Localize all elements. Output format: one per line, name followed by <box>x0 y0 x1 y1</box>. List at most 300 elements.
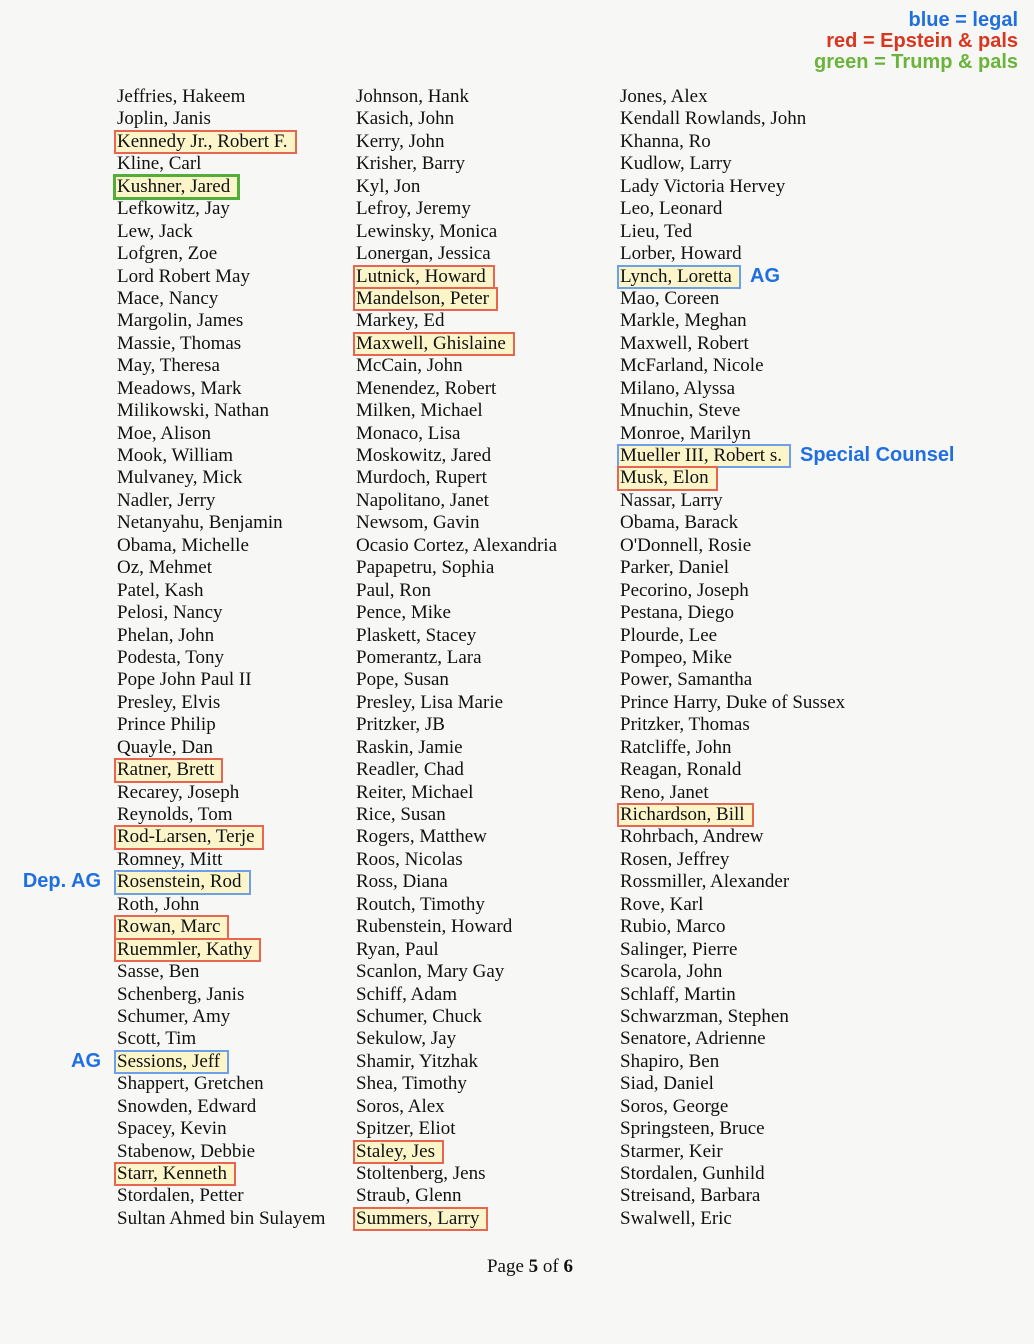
name-entry <box>618 198 847 220</box>
name-entry <box>618 535 847 557</box>
name-entry <box>618 804 847 826</box>
name-text: Rohrbach, Andrew <box>620 826 764 848</box>
name-text: Kennedy Jr., Robert F. <box>115 131 296 153</box>
name-text: Patel, Kash <box>117 579 204 601</box>
name-text: Spacey, Kevin <box>117 1118 227 1140</box>
name-entry <box>354 355 559 377</box>
name-entry <box>115 939 327 961</box>
name-text: Milikowski, Nathan <box>117 400 269 422</box>
name-entry <box>354 804 559 826</box>
name-entry <box>354 153 559 175</box>
name-text: Kasich, John <box>356 108 455 130</box>
name-entry <box>115 849 327 871</box>
name-text: Salinger, Pierre <box>620 938 738 960</box>
name-entry <box>115 467 327 489</box>
name-entry <box>71 1049 327 1073</box>
name-text: Margolin, James <box>117 310 244 332</box>
name-entry <box>354 871 559 893</box>
name-text: Romney, Mitt <box>117 848 223 870</box>
name-entry <box>115 714 327 736</box>
name-text: Shapiro, Ben <box>620 1050 720 1072</box>
name-entry <box>354 984 559 1006</box>
name-column-1 <box>22 86 327 1230</box>
name-text: Ruemmler, Kathy <box>115 939 260 961</box>
name-entry <box>354 86 559 108</box>
name-entry <box>115 288 327 310</box>
name-entry <box>618 625 847 647</box>
name-entry <box>618 692 847 714</box>
name-text: Kendall Rowlands, John <box>620 108 807 130</box>
name-text: Lefroy, Jeremy <box>356 198 471 220</box>
name-entry <box>354 961 559 983</box>
name-entry <box>618 86 847 108</box>
name-text: Khanna, Ro <box>620 130 711 152</box>
name-text: Obama, Barack <box>620 512 739 534</box>
name-text: Rice, Susan <box>356 804 446 825</box>
name-text: Recarey, Joseph <box>117 781 240 803</box>
name-entry <box>354 1141 559 1163</box>
name-text: Plourde, Lee <box>620 624 718 646</box>
name-entry <box>115 557 327 579</box>
name-text: Rowan, Marc <box>115 916 228 938</box>
name-text: Jones, Alex <box>620 86 708 107</box>
name-text: Podesta, Tony <box>117 646 225 668</box>
name-text: Roth, John <box>117 893 200 915</box>
annotation-label: AG <box>750 264 780 287</box>
name-text: Moe, Alison <box>117 422 211 444</box>
name-entry <box>354 243 559 265</box>
name-entry <box>618 288 847 310</box>
name-text: Murdoch, Rupert <box>356 467 487 489</box>
name-text: Pope, Susan <box>356 669 449 691</box>
name-entry <box>354 512 559 534</box>
name-text: Parker, Daniel <box>620 557 729 579</box>
name-text: Pomerantz, Lara <box>356 646 482 668</box>
name-entry <box>115 423 327 445</box>
name-entry <box>354 1118 559 1140</box>
name-text: Pelosi, Nancy <box>117 602 223 624</box>
name-text: Netanyahu, Benjamin <box>117 512 283 534</box>
name-text: Leo, Leonard <box>620 198 723 220</box>
name-text: Ratner, Brett <box>115 759 222 781</box>
name-entry <box>618 916 847 938</box>
name-text: Kerry, John <box>356 130 445 152</box>
name-text: Rosen, Jeffrey <box>620 848 730 870</box>
name-entry <box>618 602 847 624</box>
name-text: Pence, Mike <box>356 602 451 624</box>
name-text: Ratcliffe, John <box>620 736 732 758</box>
name-text: Pritzker, Thomas <box>620 714 750 736</box>
footer-current-page: 5 <box>528 1256 539 1277</box>
name-text: Kushner, Jared <box>115 176 238 198</box>
color-legend <box>814 10 1018 73</box>
name-entry <box>354 1096 559 1118</box>
name-entry <box>354 467 559 489</box>
name-entry <box>115 602 327 624</box>
name-text: Markle, Meghan <box>620 310 747 332</box>
name-text: Ross, Diana <box>356 871 448 893</box>
name-text: Reno, Janet <box>620 781 709 803</box>
name-text: Scarola, John <box>620 961 723 983</box>
name-entry <box>354 849 559 871</box>
name-text: Mook, William <box>117 445 234 466</box>
name-entry <box>115 1118 327 1140</box>
name-entry <box>618 108 847 130</box>
name-entry <box>354 916 559 938</box>
name-text: Lorber, Howard <box>620 243 742 265</box>
name-entry <box>354 782 559 804</box>
name-text: Sekulow, Jay <box>356 1028 457 1050</box>
name-text: Quayle, Dan <box>117 736 214 758</box>
name-entry <box>354 602 559 624</box>
name-text: Newsom, Gavin <box>356 512 480 534</box>
name-text: Stoltenberg, Jens <box>356 1163 486 1184</box>
name-entry <box>618 221 847 243</box>
name-text: Summers, Larry <box>354 1208 487 1230</box>
name-entry <box>354 1185 559 1207</box>
name-text: Schenberg, Janis <box>117 983 245 1005</box>
name-entry <box>354 1163 559 1185</box>
name-entry <box>354 108 559 130</box>
name-entry <box>115 153 327 175</box>
name-text: Mulvaney, Mick <box>117 467 243 489</box>
name-text: Kline, Carl <box>117 153 202 175</box>
footer-of-word: of <box>542 1256 559 1277</box>
name-text: Soros, Alex <box>356 1095 445 1117</box>
name-entry <box>115 243 327 265</box>
footer-page-word: Page <box>486 1256 524 1277</box>
name-entry <box>618 669 847 691</box>
name-entry <box>115 86 327 108</box>
name-text: Nassar, Larry <box>620 489 723 511</box>
name-entry <box>354 333 559 355</box>
name-text: Jeffries, Hakeem <box>117 86 246 107</box>
name-entry <box>618 243 847 265</box>
name-entry <box>618 647 847 669</box>
name-text: Mace, Nancy <box>117 287 219 309</box>
name-text: Schlaff, Martin <box>620 983 736 1005</box>
name-entry <box>354 737 559 759</box>
name-entry <box>618 1028 847 1050</box>
name-entry <box>115 692 327 714</box>
name-entry <box>618 355 847 377</box>
name-text: Mnuchin, Steve <box>620 400 741 422</box>
name-entry <box>115 580 327 602</box>
name-column-2 <box>354 86 559 1230</box>
name-entry <box>115 1208 327 1230</box>
name-entry <box>354 378 559 400</box>
name-entry <box>618 1141 847 1163</box>
name-text: Maxwell, Ghislaine <box>354 333 514 355</box>
name-entry <box>115 1185 327 1207</box>
name-entry <box>618 939 847 961</box>
name-text: Snowden, Edward <box>117 1095 257 1117</box>
name-entry <box>354 557 559 579</box>
name-text: Shappert, Gretchen <box>117 1073 264 1095</box>
name-entry <box>115 1141 327 1163</box>
name-text: Johnson, Hank <box>356 86 469 107</box>
name-entry <box>115 490 327 512</box>
name-text: Musk, Elon <box>618 467 717 489</box>
legend-blue: blue = legal <box>908 9 1018 31</box>
legend-green: green = Trump & pals <box>814 51 1018 73</box>
name-entry <box>618 310 847 332</box>
name-entry <box>115 176 327 198</box>
name-entry <box>115 625 327 647</box>
name-text: Siad, Daniel <box>620 1073 714 1095</box>
name-text: Richardson, Bill <box>618 804 753 826</box>
name-entry <box>618 131 847 153</box>
name-entry <box>618 266 847 288</box>
name-text: Readler, Chad <box>356 759 464 781</box>
name-entry <box>354 400 559 422</box>
name-text: Starr, Kenneth <box>115 1163 235 1185</box>
name-entry <box>115 400 327 422</box>
name-text: Rubio, Marco <box>620 916 726 938</box>
name-entry <box>618 580 847 602</box>
name-text: Rogers, Matthew <box>356 826 487 848</box>
name-entry <box>22 870 327 893</box>
name-entry <box>354 535 559 557</box>
name-entry <box>354 221 559 243</box>
name-text: Reiter, Michael <box>356 781 474 803</box>
name-text: Joplin, Janis <box>117 108 211 130</box>
name-text: Presley, Lisa Marie <box>356 691 504 713</box>
name-entry <box>354 1028 559 1050</box>
name-entry <box>115 826 327 848</box>
name-entry <box>115 1163 327 1185</box>
name-entry <box>618 467 847 489</box>
name-entry <box>115 916 327 938</box>
name-text: Nadler, Jerry <box>117 489 216 511</box>
name-entry <box>618 714 847 736</box>
name-entry <box>354 176 559 198</box>
name-entry <box>618 1185 847 1207</box>
name-entry <box>618 759 847 781</box>
name-text: Soros, George <box>620 1095 729 1117</box>
name-entry <box>115 894 327 916</box>
name-text: McFarland, Nicole <box>620 355 764 377</box>
name-text: Springsteen, Bruce <box>620 1118 765 1140</box>
name-entry <box>618 984 847 1006</box>
name-text: Reagan, Ronald <box>620 759 742 781</box>
name-text: Stordalen, Gunhild <box>620 1163 765 1184</box>
name-entry <box>618 153 847 175</box>
name-text: Meadows, Mark <box>117 377 242 399</box>
name-text: Pompeo, Mike <box>620 646 732 668</box>
name-entry <box>354 580 559 602</box>
legend-red: red = Epstein & pals <box>826 30 1018 52</box>
name-entry <box>115 310 327 332</box>
name-text: Pritzker, JB <box>356 714 445 736</box>
name-entry <box>618 1096 847 1118</box>
name-entry <box>115 108 327 130</box>
name-entry <box>115 131 327 153</box>
name-text: Ocasio Cortez, Alexandria <box>356 534 558 556</box>
name-text: Scanlon, Mary Gay <box>356 961 505 983</box>
name-entry <box>618 333 847 355</box>
name-text: Mao, Coreen <box>620 287 720 309</box>
name-text: Kudlow, Larry <box>620 153 732 175</box>
name-text: Lewinsky, Monica <box>356 220 498 242</box>
name-text: Prince Philip <box>117 714 216 736</box>
name-text: Pecorino, Joseph <box>620 579 749 601</box>
name-entry <box>115 221 327 243</box>
name-entry <box>354 669 559 691</box>
name-text: Presley, Elvis <box>117 691 221 713</box>
name-entry <box>115 198 327 220</box>
name-entry <box>115 445 327 467</box>
name-text: Lefkowitz, Jay <box>117 198 230 220</box>
name-text: Oz, Mehmet <box>117 557 212 579</box>
name-text: Rossmiller, Alexander <box>620 871 790 893</box>
name-entry <box>115 355 327 377</box>
name-text: Power, Samantha <box>620 669 753 691</box>
name-text: Obama, Michelle <box>117 534 249 556</box>
name-entry <box>618 1006 847 1028</box>
name-entry <box>618 894 847 916</box>
name-entry <box>618 1118 847 1140</box>
name-text: Swalwell, Eric <box>620 1207 732 1229</box>
name-text: Monaco, Lisa <box>356 422 461 444</box>
name-entry <box>115 669 327 691</box>
name-entry <box>115 984 327 1006</box>
name-entry <box>618 849 847 871</box>
name-text: Scott, Tim <box>117 1028 197 1050</box>
name-entry <box>354 1006 559 1028</box>
name-text: Mueller III, Robert s. <box>618 445 790 467</box>
name-text: Phelan, John <box>117 624 215 646</box>
name-entry <box>115 333 327 355</box>
name-text: Streisand, Barbara <box>620 1185 761 1207</box>
name-entry <box>115 512 327 534</box>
name-entry <box>618 378 847 400</box>
name-text: Schumer, Chuck <box>356 1005 482 1027</box>
name-entry <box>115 961 327 983</box>
name-text: Plaskett, Stacey <box>356 624 477 646</box>
name-text: Prince Harry, Duke of Sussex <box>620 691 846 713</box>
annotation-label: Dep. AG <box>22 870 101 893</box>
name-entry <box>354 625 559 647</box>
name-entry <box>354 714 559 736</box>
name-entry <box>354 266 559 288</box>
name-entry <box>618 871 847 893</box>
name-entry <box>618 737 847 759</box>
name-text: Paul, Ron <box>356 579 431 601</box>
name-entry <box>354 647 559 669</box>
name-entry <box>354 759 559 781</box>
name-text: Massie, Thomas <box>117 332 242 354</box>
name-entry <box>354 692 559 714</box>
name-text: Pestana, Diego <box>620 602 734 624</box>
name-text: Straub, Glenn <box>356 1185 462 1207</box>
name-text: Menendez, Robert <box>356 377 497 399</box>
name-entry <box>354 131 559 153</box>
name-text: Lieu, Ted <box>620 220 693 242</box>
name-entry <box>115 737 327 759</box>
name-text: Monroe, Marilyn <box>620 422 751 444</box>
name-entry <box>618 826 847 848</box>
name-entry <box>354 939 559 961</box>
name-entry <box>618 176 847 198</box>
name-text: Ryan, Paul <box>356 938 439 960</box>
name-text: Stabenow, Debbie <box>117 1140 256 1162</box>
name-entry <box>354 1208 559 1230</box>
name-text: Pope John Paul II <box>117 669 252 691</box>
name-text: Milano, Alyssa <box>620 377 736 399</box>
name-text: Roos, Nicolas <box>356 848 463 870</box>
name-text: Lonergan, Jessica <box>356 243 491 265</box>
name-text: McCain, John <box>356 355 463 377</box>
name-text: O'Donnell, Rosie <box>620 534 752 556</box>
name-text: Lord Robert May <box>117 265 250 287</box>
name-entry <box>115 535 327 557</box>
name-entry <box>115 782 327 804</box>
name-entry <box>618 444 955 467</box>
name-text: Schumer, Amy <box>117 1005 231 1027</box>
name-text: Shea, Timothy <box>356 1073 467 1095</box>
annotation-label: AG <box>71 1049 101 1072</box>
name-text: Papapetru, Sophia <box>356 557 495 579</box>
name-column-3 <box>618 86 955 1230</box>
name-text: Routch, Timothy <box>356 893 485 915</box>
name-entry <box>115 759 327 781</box>
name-text: Schwarzman, Stephen <box>620 1005 789 1027</box>
name-entry <box>618 400 847 422</box>
name-text: Lynch, Loretta <box>618 266 740 288</box>
name-text: Lady Victoria Hervey <box>620 175 786 197</box>
name-text: Stordalen, Petter <box>117 1185 244 1207</box>
name-text: Spitzer, Eliot <box>356 1118 456 1140</box>
name-text: Sasse, Ben <box>117 961 200 983</box>
name-entry <box>115 1096 327 1118</box>
name-entry <box>618 1073 847 1095</box>
name-entry <box>354 198 559 220</box>
name-entry <box>618 512 847 534</box>
name-text: Reynolds, Tom <box>117 804 233 825</box>
name-entry <box>115 1073 327 1095</box>
name-text: Lutnick, Howard <box>354 266 494 288</box>
name-text: Senatore, Adrienne <box>620 1028 766 1050</box>
name-text: Markey, Ed <box>356 310 445 332</box>
name-text: Schiff, Adam <box>356 983 457 1005</box>
name-entry <box>354 826 559 848</box>
footer-total-pages: 6 <box>563 1256 573 1277</box>
name-text: Lofgren, Zoe <box>117 243 218 265</box>
name-entry <box>618 557 847 579</box>
name-entry <box>354 445 559 467</box>
name-entry <box>115 266 327 288</box>
name-text: Milken, Michael <box>356 400 483 422</box>
name-text: Rosenstein, Rod <box>115 871 250 893</box>
name-text: Sessions, Jeff <box>115 1051 228 1073</box>
name-entry <box>618 782 847 804</box>
name-entry <box>115 804 327 826</box>
name-text: Shamir, Yitzhak <box>356 1050 479 1072</box>
name-text: May, Theresa <box>117 355 220 377</box>
name-entry <box>354 1051 559 1073</box>
name-entry <box>354 288 559 310</box>
name-entry <box>354 310 559 332</box>
name-entry <box>618 423 847 445</box>
name-text: Rove, Karl <box>620 893 704 915</box>
name-entry <box>354 1073 559 1095</box>
name-entry <box>618 961 847 983</box>
name-text: Raskin, Jamie <box>356 736 463 758</box>
annotation-label: Special Counsel <box>800 444 955 466</box>
name-text: Krisher, Barry <box>356 153 465 175</box>
name-entry <box>618 1208 847 1230</box>
